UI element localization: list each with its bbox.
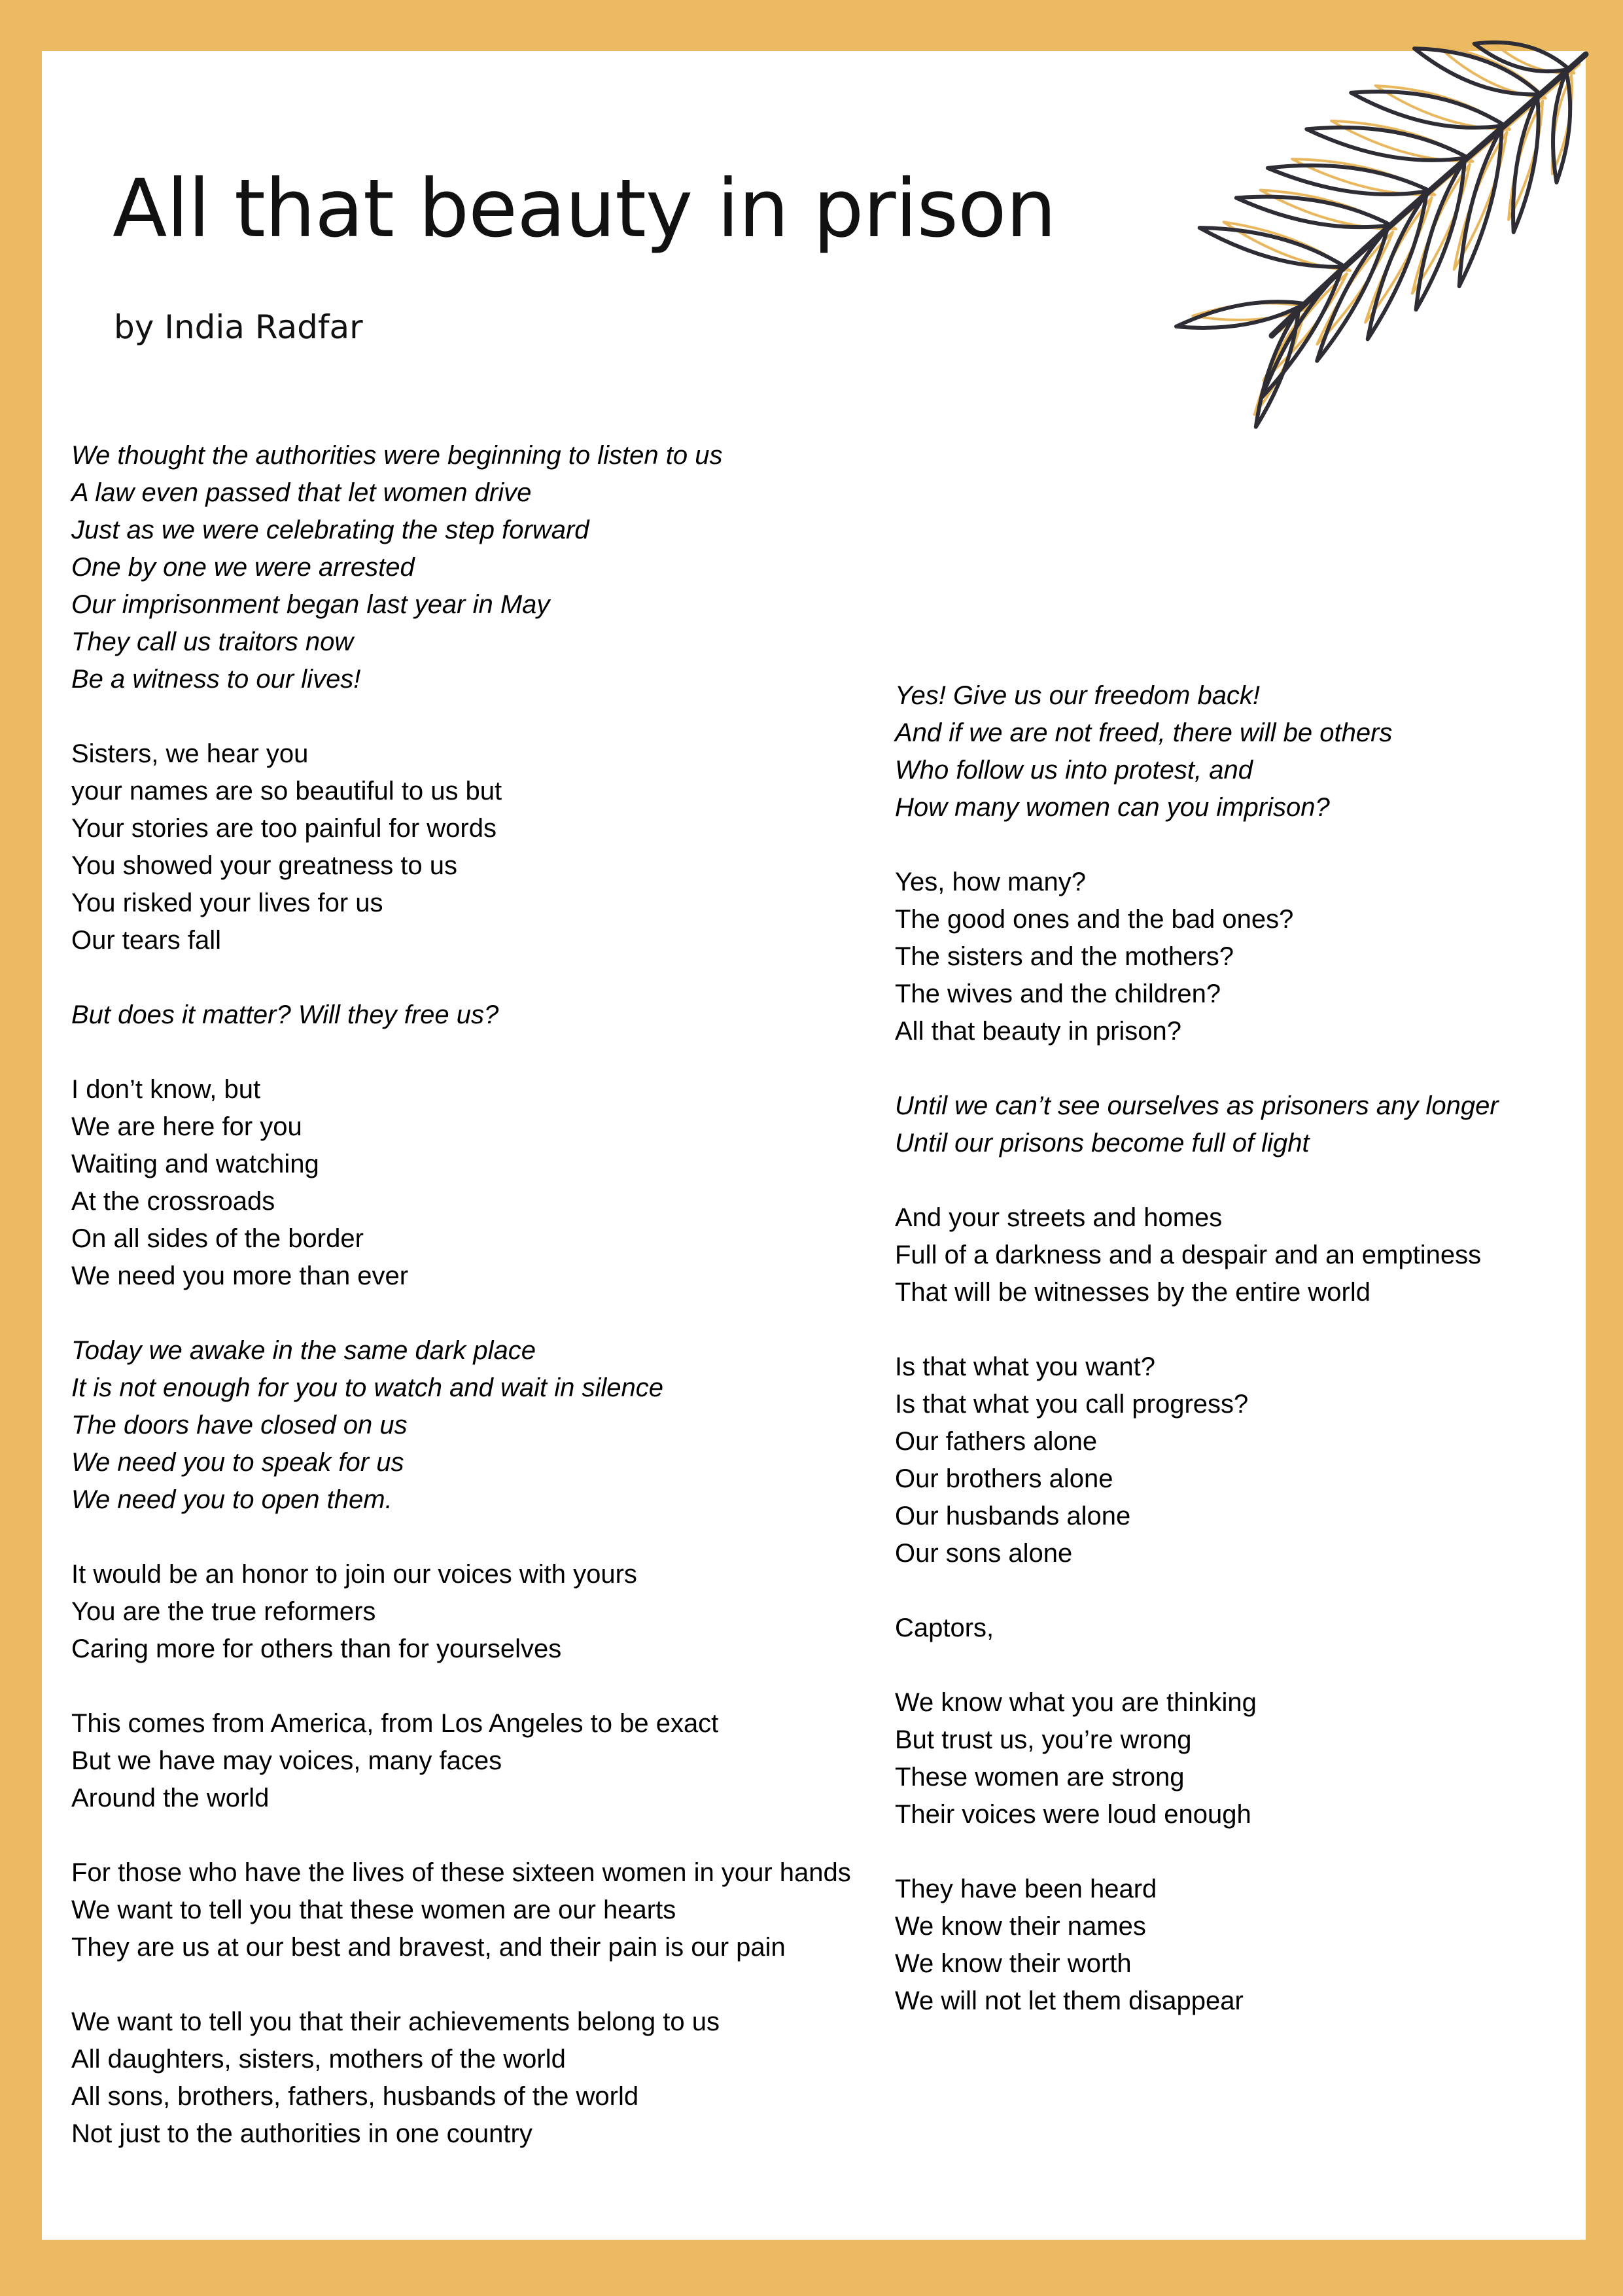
poem-line: All that beauty in prison? (895, 1017, 1182, 1046)
stanza (71, 997, 876, 1034)
poem-line: We know their names (895, 1912, 1146, 1941)
poem-line: The sisters and the mothers? (895, 942, 1234, 971)
poem-line: The doors have closed on us (71, 1411, 408, 1439)
poem-line: We want to tell you that these women are our hearts (71, 1896, 676, 1924)
stanza (71, 1854, 876, 1966)
poem-line: Captors, (895, 1614, 994, 1642)
poem-line: Full of a darkness and a despair and an emptiness (895, 1241, 1482, 1269)
poem-line: But we have may voices, many faces (71, 1746, 502, 1775)
poem-line: Caring more for others than for yourselves (71, 1634, 562, 1663)
poem-line: Our husbands alone (895, 1502, 1131, 1530)
stanza (71, 1071, 876, 1295)
poem-line: Who follow us into protest, and (895, 756, 1253, 785)
poem-line: Around the world (71, 1784, 270, 1812)
poem-line: But does it matter? Will they free us? (71, 1000, 499, 1029)
poem-line: We need you to open them. (71, 1485, 393, 1514)
poem-line: You are the true reformers (71, 1597, 376, 1626)
stanza (895, 1610, 1575, 1647)
stanza (895, 864, 1575, 1050)
poem-right-column (895, 677, 1575, 2057)
poem-line: Is that what you want? (895, 1352, 1156, 1381)
poem-line: All sons, brothers, fathers, husbands of the world (71, 2082, 639, 2111)
poem-line: Not just to the authorities in one country (71, 2119, 532, 2148)
stanza (895, 1871, 1575, 2020)
poem-line: This comes from America, from Los Angeles to be exact (71, 1709, 719, 1738)
poem-line: Our tears fall (71, 926, 221, 955)
poem-line: On all sides of the border (71, 1224, 364, 1253)
stanza (71, 735, 876, 959)
poem-line: You risked your lives for us (71, 889, 383, 917)
poem-line: We know what you are thinking (895, 1688, 1257, 1717)
poem-line: One by one we were arrested (71, 553, 415, 582)
poem-line: Until we can’t see ourselves as prisoners any longer (895, 1091, 1499, 1120)
poem-line: All daughters, sisters, mothers of the world (71, 2045, 566, 2074)
poem-line: They are us at our best and bravest, and their pain is our pain (71, 1933, 786, 1962)
stanza (71, 437, 876, 698)
poem-line: We want to tell you that their achievements belong to us (71, 2007, 720, 2036)
poem-line: Our imprisonment began last year in May (71, 590, 550, 619)
poem-line: But trust us, you’re wrong (895, 1725, 1192, 1754)
poem-line: Our brothers alone (895, 1464, 1113, 1493)
stanza (895, 1684, 1575, 1833)
stanza (895, 1199, 1575, 1311)
poem-line: We will not let them disappear (895, 1987, 1244, 2015)
stanza (895, 677, 1575, 826)
poem-line: And if we are not freed, there will be others (895, 718, 1393, 747)
poem-line: Yes, how many? (895, 868, 1087, 896)
poem-line: We need you more than ever (71, 1262, 409, 1290)
poem-line: The good ones and the bad ones? (895, 905, 1294, 934)
poem-line: Sisters, we hear you (71, 739, 309, 768)
poem-line: Until our prisons become full of light (895, 1129, 1310, 1157)
poem-line: Be a witness to our lives! (71, 665, 361, 694)
poem-line: At the crossroads (71, 1187, 275, 1216)
poem-line: Today we awake in the same dark place (71, 1336, 536, 1365)
stanza (71, 2004, 876, 2153)
stanza (895, 1349, 1575, 1572)
poem-title: All that beauty in prison (113, 162, 1056, 255)
poem-author-byline: by India Radfar (114, 308, 363, 346)
stanza (71, 1332, 876, 1519)
poem-left-column (71, 437, 876, 2190)
poem-line: They have been heard (895, 1875, 1157, 1903)
stanza (71, 1705, 876, 1817)
poem-line: Just as we were celebrating the step forward (71, 516, 589, 544)
leaf-branch-icon (1075, 25, 1612, 535)
stanza (71, 1556, 876, 1668)
poem-line: And your streets and homes (895, 1203, 1223, 1232)
poem-line: How many women can you imprison? (895, 793, 1330, 822)
poem-line: You showed your greatness to us (71, 851, 458, 880)
poem-line: They call us traitors now (71, 627, 354, 656)
poem-line: It is not enough for you to watch and wait in silence (71, 1373, 663, 1402)
poem-line: Yes! Give us our freedom back! (895, 681, 1261, 710)
poem-line: Waiting and watching (71, 1150, 319, 1178)
poem-line: Is that what you call progress? (895, 1390, 1249, 1419)
poem-line: That will be witnesses by the entire world (895, 1278, 1370, 1307)
poem-line: A law even passed that let women drive (71, 478, 532, 507)
poem-line: For those who have the lives of these sixteen women in your hands (71, 1858, 851, 1887)
poem-line: We thought the authorities were beginning to listen to us (71, 441, 723, 470)
poem-line: We need you to speak for us (71, 1448, 404, 1477)
poem-line: We know their worth (895, 1949, 1132, 1978)
stanza (895, 1087, 1575, 1162)
poem-line: It would be an honor to join our voices with yours (71, 1560, 637, 1589)
poem-line: Your stories are too painful for words (71, 814, 497, 843)
poem-line: I don’t know, but (71, 1075, 261, 1104)
poem-line: Our fathers alone (895, 1427, 1098, 1456)
poem-line: These women are strong (895, 1763, 1185, 1792)
poem-line: your names are so beautiful to us but (71, 777, 502, 805)
poem-line: We are here for you (71, 1112, 302, 1141)
poem-line: The wives and the children? (895, 980, 1221, 1008)
poem-line: Our sons alone (895, 1539, 1073, 1568)
poem-line: Their voices were loud enough (895, 1800, 1251, 1829)
poem-page (42, 51, 1586, 2240)
